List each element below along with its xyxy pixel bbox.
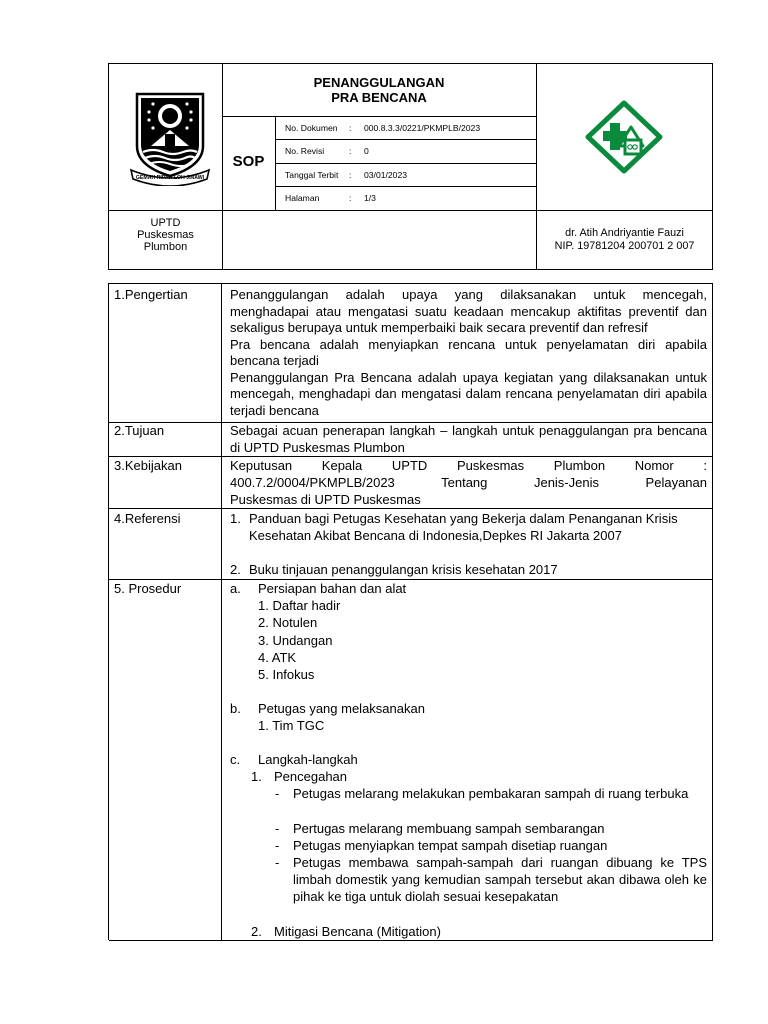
meta-separator: :: [349, 193, 352, 203]
procedure-subheading: Mitigasi Bencana (Mitigation): [274, 924, 441, 939]
meta-row-page: [275, 187, 536, 209]
section-label-referensi: 4.Referensi: [114, 511, 181, 526]
reference-item: Buku tinjauan penanggulangan krisis kesehatan 2017: [249, 562, 558, 577]
sop-content-table: [108, 283, 713, 940]
unit-line: Plumbon: [143, 241, 188, 253]
kebijakan-line: 400.7.2/0004/PKMPLB/2023 Tentang Jenis-Jenis Pelayanan: [230, 475, 707, 490]
section-content-pengertian: [230, 287, 707, 419]
procedure-heading: Petugas yang melaksanakan: [258, 701, 425, 716]
signer-nip: NIP. 19781204 200701 2 007: [554, 240, 695, 252]
unit-name: [109, 217, 222, 253]
paragraph: Pra bencana adalah menyiapkan rencana untuk penyelamatan diri apabila bencana terjadi: [230, 336, 707, 368]
list-item: 2. Notulen: [258, 615, 318, 630]
regency-emblem-icon: [129, 90, 211, 186]
meta-row-revision: [275, 140, 536, 162]
procedure-heading: Langkah-langkah: [258, 752, 358, 767]
list-letter: a.: [230, 581, 241, 596]
meta-separator: :: [349, 123, 352, 133]
section-content-tujuan: Sebagai acuan penerapan langkah – langkah untuk penaggulangan pra bencana di UPTD Puskesmas Plumbon: [230, 423, 707, 455]
divider: [109, 579, 713, 580]
dash-bullet: -: [275, 838, 280, 853]
divider: [109, 940, 713, 941]
unit-line: UPTD: [150, 217, 181, 229]
dash-bullet: -: [275, 855, 280, 870]
list-item: 3. Undangan: [258, 633, 333, 648]
meta-key: Tanggal Terbit: [285, 170, 339, 180]
dash-bullet: -: [275, 821, 280, 836]
meta-value: 000.8.3.3/0221/PKMPLB/2023: [364, 123, 481, 133]
document-title: [222, 75, 536, 105]
unit-line: Puskesmas: [137, 229, 194, 241]
signer-name: dr. Atih Andriyantie Fauzi: [565, 227, 684, 239]
meta-separator: :: [349, 170, 352, 180]
list-number: 2.: [251, 924, 262, 939]
list-item: 1. Tim TGC: [258, 718, 325, 733]
reference-item: Panduan bagi Petugas Kesehatan yang Bekerja dalam Penanganan Krisis Kesehatan Akibat Bencana di Indonesia,Depkes RI Jakarta 2007: [249, 511, 678, 543]
list-item: Petugas membawa sampah-sampah dari ruangan dibuang ke TPS limbah domestik yang kemudian sampah tersebut akan dibawa oleh ke pihak ke tiga untuk diolah sesuai kesepakatan: [293, 855, 707, 904]
divider: [109, 508, 713, 509]
list-item: 4. ATK: [258, 650, 297, 665]
section-label-pengertian: 1.Pengertian: [114, 287, 188, 302]
list-number: 2.: [230, 562, 241, 577]
list-letter: c.: [230, 752, 241, 767]
list-item: Pertugas melarang membuang sampah sembarangan: [293, 821, 605, 836]
procedure-subheading: Pencegahan: [274, 769, 348, 784]
section-label-tujuan: 2.Tujuan: [114, 423, 165, 438]
dash-bullet: -: [275, 786, 280, 801]
divider: [221, 284, 222, 941]
list-item: 5. Infokus: [258, 667, 315, 682]
meta-key: No. Dokumen: [285, 123, 338, 133]
meta-separator: :: [349, 146, 352, 156]
procedure-heading: Persiapan bahan dan alat: [258, 581, 407, 596]
section-label-prosedur: 5. Prosedur: [114, 581, 182, 596]
list-number: 1.: [230, 511, 241, 526]
meta-key: No. Revisi: [285, 146, 325, 156]
list-item: Petugas menyiapkan tempat sampah disetiap ruangan: [293, 838, 608, 853]
meta-value: 1/3: [364, 193, 376, 203]
meta-row-document-number: [275, 117, 536, 139]
kebijakan-line: Keputusan Kepala UPTD Puskesmas Plumbon Nomor :: [230, 458, 707, 473]
puskesmas-logo-icon: [585, 100, 663, 174]
title-line: PENANGGULANGAN: [313, 75, 445, 90]
signer-block: [536, 227, 713, 253]
meta-value: 03/01/2023: [364, 170, 408, 180]
meta-value: 0: [364, 146, 369, 156]
kebijakan-line: Puskesmas di UPTD Puskesmas: [230, 492, 421, 507]
list-item: Petugas melarang melakukan pembakaran sampah di ruang terbuka: [293, 786, 689, 801]
title-line: PRA BENCANA: [331, 90, 427, 105]
list-item: 1. Daftar hadir: [258, 598, 341, 613]
sop-label: SOP: [232, 153, 265, 170]
paragraph: Penanggulangan adalah upaya yang dilaksanakan untuk mencegah, menghadapai atau mengatasi suatu keadaan mencakup aktifitas preventif dan sekaligus berupaya untuk memperbaiki baik secara preventif dan refresif: [230, 287, 707, 335]
section-label-kebijakan: 3.Kebijakan: [114, 458, 182, 473]
meta-row-issue-date: [275, 164, 536, 186]
paragraph: Penanggulangan Pra Bencana adalah upaya kegiatan yang dilaksanakan untuk mencegah, menghadapi dan mengatasi dalam rencana penyelamatan diri apabila terjadi bencana: [230, 369, 707, 418]
divider: [109, 210, 713, 211]
emblem-motto: GEMAH RIPAH LOH JINAWI: [135, 175, 205, 181]
list-number: 1.: [251, 769, 262, 784]
list-letter: b.: [230, 701, 241, 716]
header-table: [108, 63, 713, 270]
meta-key: Halaman: [285, 193, 320, 203]
